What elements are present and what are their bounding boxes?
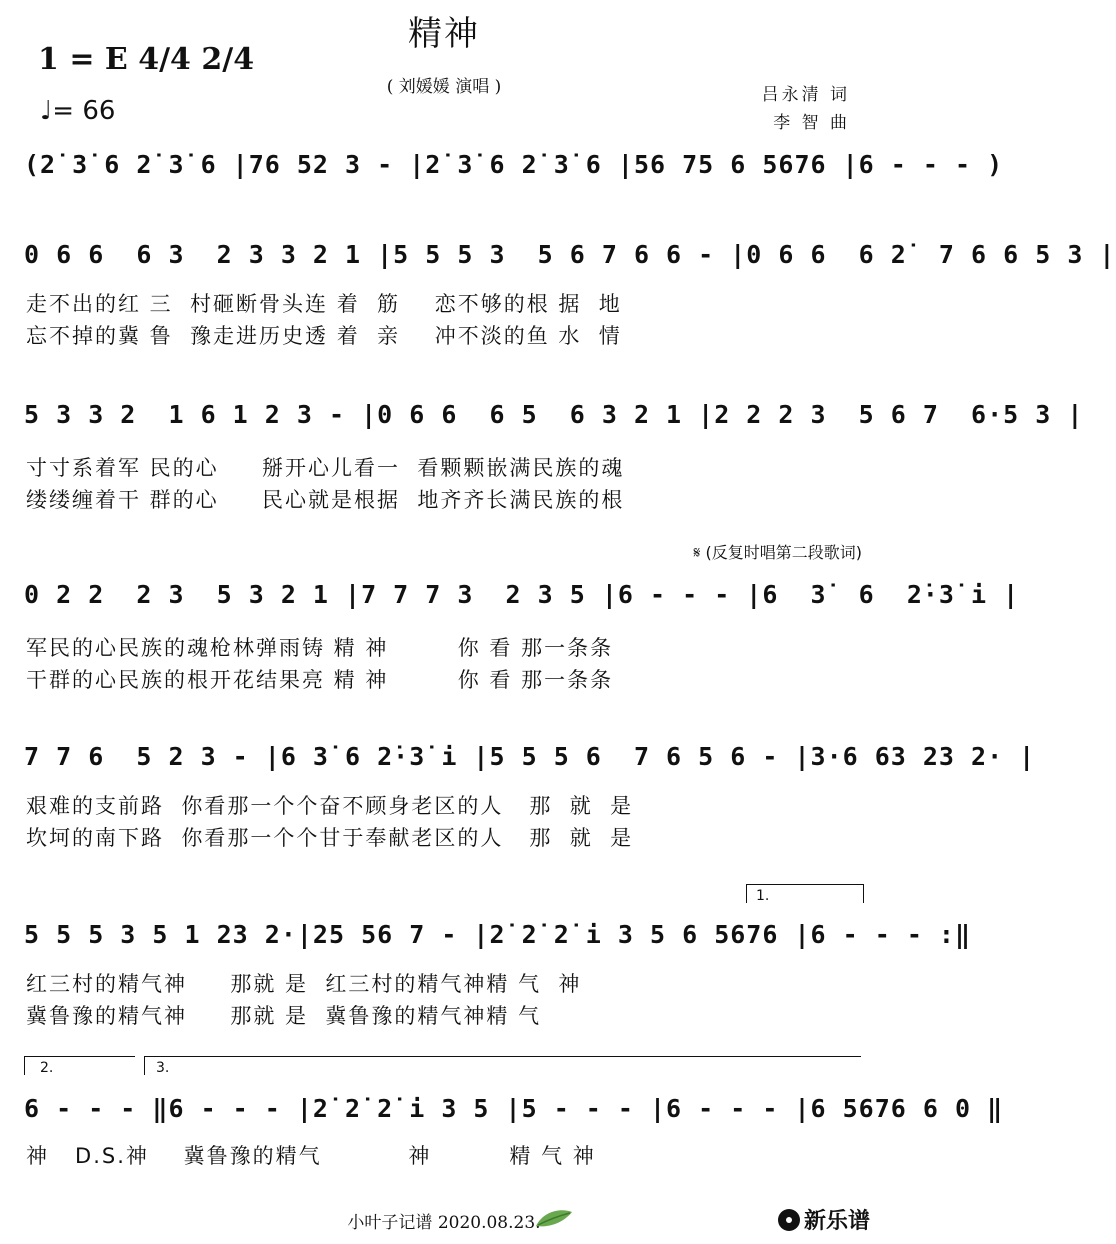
notation-line: 5 5 5 3 5 1 23 2·|25 56 7 - |2̇ 2̇ 2̇ i 3 5 6 5676 |6 - - - :‖ xyxy=(24,920,972,949)
notation-line: 0 6 6 6 3 2 3 3 2 1 |5 5 5 3 5 6 7 6 6 - |0 6 6 6 2̇ 7 6 6 5 3 | xyxy=(24,240,1116,269)
ending-bracket-3 xyxy=(144,1056,861,1075)
song-title: 精神 xyxy=(408,14,480,54)
record-disc-icon xyxy=(778,1209,800,1231)
composer-credit: 李 智 曲 xyxy=(773,113,850,133)
lyrics-verse-2: 干群的心民族的根开花结果亮 精 神 你 看 那一条条 xyxy=(26,668,614,692)
site-logo xyxy=(778,1204,870,1235)
key-signature: 1 = E 4/4 2/4 xyxy=(38,42,255,77)
tempo-marking: ♩= 66 xyxy=(40,96,116,126)
lyrics-verse-1: 神 D.S.神 冀鲁豫的精气 神 精 气 神 xyxy=(26,1144,596,1168)
leaf-icon xyxy=(534,1206,574,1230)
notation-line: 6 - - - ‖6 - - - |2̇ 2̇ 2̇ i 3 5 |5 - - - |6 - - - |6 5676 6 0 ‖ xyxy=(24,1094,1004,1123)
lyrics-verse-1: 寸寸系着军 民的心 掰开心儿看一 看颗颗嵌满民族的魂 xyxy=(26,456,625,480)
notation-line: 7 7 6 5 2 3 - |6 3̇ 6 2̇·3̇ i |5 5 5 6 7 6 5 6 - |3·6 63 23 2· | xyxy=(24,742,1036,771)
lyrics-verse-2: 缕缕缠着干 群的心 民心就是根据 地齐齐长满民族的根 xyxy=(26,488,625,512)
lyrics-verse-2: 忘不掉的冀 鲁 豫走进历史透 着 亲 冲不淡的鱼 水 情 xyxy=(26,324,622,348)
notation-line: 5 3 3 2 1 6 1 2 3 - |0 6 6 6 5 6 3 2 1 |2 2 2 3 5 6 7 6·5 3 | xyxy=(24,400,1084,429)
lyricist-credit: 吕永清 词 xyxy=(761,85,850,105)
notation-line: 0 2 2 2 3 5 3 2 1 |7 7 7 3 2 3 5 |6 - - - |6 3̇ 6 2̇·3̇ i | xyxy=(24,580,1020,609)
lyrics-verse-1: 军民的心民族的魂枪林弹雨铸 精 神 你 看 那一条条 xyxy=(26,636,614,660)
lyrics-verse-2: 坎坷的南下路 你看那一个个甘于奉献老区的人 那 就 是 xyxy=(26,826,634,850)
ending-label-2: 2. xyxy=(40,1060,54,1076)
lyrics-verse-1: 艰难的支前路 你看那一个个奋不顾身老区的人 那 就 是 xyxy=(26,794,634,818)
ending-label-3: 3. xyxy=(156,1060,170,1076)
segno-repeat-note: 𝄋 (反复时唱第二段歌词) xyxy=(693,543,862,562)
lyrics-verse-2: 冀鲁豫的精气神 那就 是 冀鲁豫的精气神精 气 xyxy=(26,1004,542,1028)
notation-line: (2̇ 3̇ 6 2̇ 3̇ 6 |76 52 3 - |2̇ 3̇ 6 2̇ 3̇ 6 |56 75 6 5676 |6 - - - ) xyxy=(24,150,1004,179)
lyrics-verse-1: 红三村的精气神 那就 是 红三村的精气神精 气 神 xyxy=(26,972,582,996)
singer-credit: ( 刘媛媛 演唱 ) xyxy=(386,77,502,97)
logo-text: 新乐谱 xyxy=(803,1209,870,1234)
transcriber-credit: 小叶子记谱 2020.08.23. xyxy=(347,1213,541,1233)
lyrics-verse-1: 走不出的红 三 村砸断骨头连 着 筋 恋不够的根 据 地 xyxy=(26,292,622,316)
ending-label-1: 1. xyxy=(756,888,770,904)
